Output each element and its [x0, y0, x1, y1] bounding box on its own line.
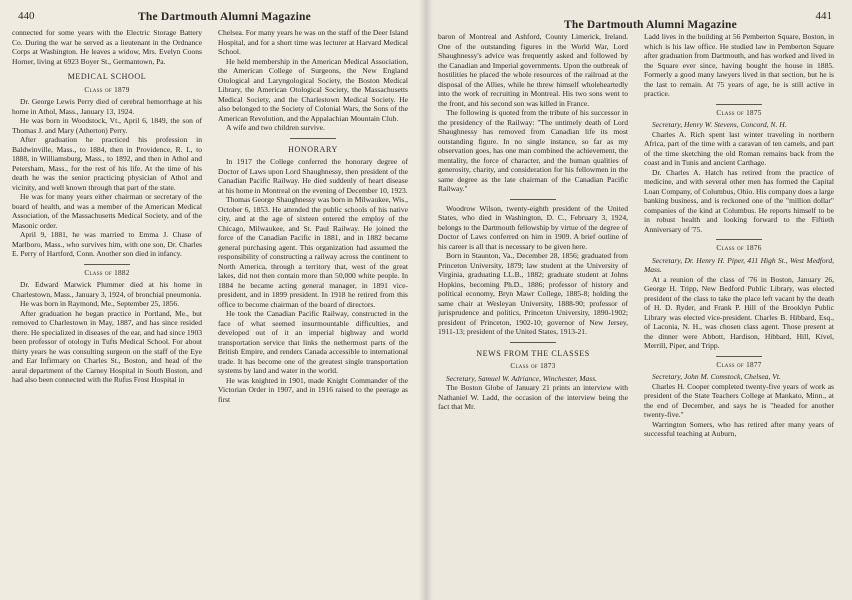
- class-heading-1875: Class of 1875: [716, 108, 762, 117]
- section-heading-news-from-classes: NEWS FROM THE CLASSES: [476, 348, 590, 358]
- paragraph: Woodrow Wilson, twenty-eighth president of the United States, who died in Washington, D. C., February 3, 1924, belongs to the Dartmouth fellowship by virtue of the degree of Doctor of Laws conferred on him in 1909. A brief outline of his career is all that is necessary to be given here.: [438, 203, 628, 251]
- divider: [510, 199, 556, 200]
- right-page: [426, 0, 852, 600]
- secretary-line: Secretary, Henry W. Stevens, Concord, N. H.: [652, 120, 787, 129]
- divider: [716, 104, 762, 105]
- paragraph: He held membership in the American Medical Association, the American College of Surgeons, the New England Otological and Laryngological Society, the Boston Medical Library, the American Otological Society, the Massachusetts Medical Society, and the Charlestown Medical Society. He also belonged to the Society of Colonial Wars, the Sons of the American Revolution, and the Appalachian Mountain Club.: [218, 56, 408, 123]
- running-head-left: The Dartmouth Alumni Magazine: [138, 11, 311, 23]
- divider: [84, 264, 130, 265]
- section-heading-honorary: HONORARY: [288, 144, 338, 154]
- paragraph: He was born in Woodstock, Vt., April 6, 1849, the son of Thomas J. and Mary (Atherton) Perry.: [12, 116, 202, 135]
- paragraph: He was for many years either chairman or secretary of the board of health, and was a member of the American Medical Association, of the Massachusetts Medical Society, and of the Masonic order.: [12, 192, 202, 230]
- running-head-right: The Dartmouth Alumni Magazine: [564, 19, 737, 31]
- right-page-columns: [438, 32, 842, 600]
- paragraph: connected for some years with the Electric Storage Battery Co. During the war he served as a lieutenant in the Ordnance Corps at Washington. He leaves a widow, Mrs. Evelyn Coons Horner, living at 6923 Boyer St., Germantown, Pa.: [12, 28, 202, 66]
- paragraph: In 1917 the College conferred the honorary degree of Doctor of Laws upon Lord Shaughnessy, then president of the Canadian Pacific Railway. He died suddenly of heart disease at his home in Montreal on the evening of December 10, 1923.: [218, 157, 408, 195]
- right-page-header: [438, 6, 840, 31]
- page-number-right: 441: [815, 10, 832, 22]
- right-column-2: [644, 32, 834, 439]
- paragraph: baron of Montreal and Ashford, County Limerick, Ireland. One of the outstanding figures in the World War, Lord Shaughnessy's advice was frequently asked and followed by the Canadian and Imperial governments. Upon the outbreak of hostilities he placed the whole resources of the railroad at the disposal of the Allies, while he threw himself wholeheartedly into the work of recruiting in Montreal. His two sons went to the front, and his second son was killed in France.: [438, 32, 628, 108]
- class-heading-1879: Class of 1879: [84, 85, 130, 94]
- paragraph: Dr. Edward Marwick Plummer died at his home in Charlestown, Mass., January 3, 1924, of bronchial pneumonia.: [12, 280, 202, 299]
- class-heading-1877: Class of 1877: [716, 360, 762, 369]
- page-gutter: [419, 0, 433, 600]
- secretary-line: Secretary, John M. Comstock, Chelsea, Vt.: [652, 372, 781, 381]
- section-heading-medical-school: MEDICAL SCHOOL: [67, 72, 147, 81]
- paragraph: He was born in Raymond, Me., September 25, 1856.: [20, 299, 180, 308]
- divider: [510, 342, 556, 343]
- paragraph: After graduation he practiced his profession in Baldwinville, Mass., to 1884, then in Providence, R. I., to 1888, in Williamsburg, Mass., to 1892, and then in Athol and Petersham, Mass., for the rest of his life. At the time of his death he was the senior practicing physician of Athol and vicinity, and well known through that part of the state.: [12, 135, 202, 192]
- paragraph: Ladd lives in the building at 56 Pemberton Square, Boston, in which is his law office. He studied law in Pemberton Square after graduation from Dartmouth, and has worked and lived in the Square ever since, having bought the house in 1885. Formerly a good many lawyers lived in that section, but he is the last to remain. At 75 years of age, he is still active in practice.: [644, 32, 834, 98]
- paragraph: After graduation he began practice in Portland, Me., but removed to Charlestown in May, 1887, and has since resided there. He specialized in diseases of the ear, and had since 1903 been professor of otology in Tufts Medical School. For about thirty years he was consulting surgeon on the staff of the Eye and Ear Infirmary on Charles St., Boston, and head of the aural department of the Carney Hospital in South Boston, and had also been connected with the Rufus Frost Hospital in: [12, 308, 202, 384]
- paragraph: The following is quoted from the tribute of his successor in the presidency of the Railway: "The untimely death of Lord Shaughnessy has removed from Canadian life its most outstanding figure. In no single instance, so far as my observation goes, has one man combined the achievement, the mentality, the force of character, and the human qualities of generosity, charity, and consideration for his fellowmen in the same degree as the late chairman of the Canadian Pacific Railway.": [438, 108, 628, 193]
- class-heading-1873: Class of 1873: [510, 362, 556, 370]
- right-column-1: [438, 32, 628, 412]
- paragraph: The Boston Globe of January 21 prints an interview with Nathaniel W. Ladd, the occasion of the interview being the fact that Mr.: [438, 383, 628, 411]
- left-column-2: [218, 28, 408, 404]
- left-page-columns: [12, 28, 416, 600]
- paragraph: Warrington Somers, who has retired after many years of successful teaching at Auburn,: [644, 419, 834, 438]
- divider: [716, 239, 762, 240]
- paragraph: April 9, 1881, he was married to Emma J. Chase of Marlboro, Mass., who survives him, with one son, Dr. Charles E. Perry of Hartford, Conn. Another son died in infancy.: [12, 230, 202, 258]
- left-page-header: [12, 6, 416, 28]
- secretary-line: Secretary, Samuel W. Adriance, Winchester, Mass.: [446, 373, 598, 383]
- paragraph: Dr. Charles A. Hatch has retired from the practice of medicine, and with several other men has formed the Capital Loan Company, of Columbus, Ohio. His company does a large banking business, and is reckoned one of the "million dollar" companies of the kind at Columbus. He reports himself to be in robust health and looking forward to the Fiftieth Anniversary of '75.: [644, 167, 834, 234]
- secretary-line: Secretary, Dr. Henry H. Piper, 411 High St., West Medford, Mass.: [644, 255, 834, 274]
- page-number-left: 440: [18, 10, 35, 22]
- class-heading-1876: Class of 1876: [716, 244, 762, 252]
- class-heading-1882: Class of 1882: [84, 268, 130, 277]
- paragraph: He was knighted in 1901, made Knight Commander of the Victorian Order in 1907, and in 1916 raised to the peerage as first: [218, 375, 408, 404]
- paragraph: Charles A. Rich spent last winter traveling in northern Africa, part of the time with a caravan of ten camels, and part of the time sketching the old Roman remains back from the coast and in Tunis and ancient Carthage.: [644, 129, 834, 167]
- paragraph: Chelsea. For many years he was on the staff of the Deer Island Hospital, and for a short time was lecturer at Harvard Medical School.: [218, 28, 408, 56]
- paragraph: Dr. George Lewis Perry died of cerebral hemorrhage at his home in Athol, Mass., January 13, 1924.: [12, 97, 202, 116]
- divider: [290, 138, 336, 139]
- left-column-1: [12, 28, 202, 385]
- paragraph: Charles H. Cooper completed twenty-five years of work as president of the State Teachers College at Mankato, Minn., at the end of December, and says he is "headed for another twenty-five.": [644, 381, 834, 419]
- paragraph: A wife and two children survive.: [226, 123, 325, 132]
- paragraph: At a reunion of the class of '76 in Boston, January 26, George H. Tripp, New Bedford Public Library, was elected president of the class to take the place left vacant by the death of H. D. Ryder, and Frank P. Hill of the Brooklyn Public Library was elected vice-president. Charles B. Hibbard, Esq., of Laconia, N. H., was chosen class agent. Those present at the dinner were Abbott, Hardison, Hibbard, Hill, Kivel, Merrill, Piper, and Tripp.: [644, 274, 834, 350]
- paragraph: He took the Canadian Pacific Railway, constructed in the face of what seemed insurmountable difficulties, and developed out of it an imperial highway and world transportation service that links the nethermost parts of the British Empire, and renders Canada accessible to international trade. It has become one of the greatest single transportation systems by land and water in the world.: [218, 309, 408, 375]
- divider: [716, 356, 762, 357]
- paragraph: Thomas George Shaughnessy was born in Milwaukee, Wis., October 6, 1853. He attended the public schools of his native city, and at the age of sixteen entered the employ of the Chicago, Milwaukee, and St. Paul Railway. He joined the force of the Canadian Pacific in 1881, and in 1882 became general purchasing agent. This organization had assumed the responsibility of constructing a railway across the continent to North America, through a territory that, west of the great lakes, did not then contain more than 50,000 white people. In 1884 he became acting general manager, in 1891 vice-president, and in 1899 president. In 1918 he retired from this office to become chairman of the board of directors.: [218, 195, 408, 309]
- paragraph: Born in Staunton, Va., December 28, 1856; graduated from Princeton University, 1879; law student at the University of Virginia, graduating LL.B., 1882; graduate student at Johns Hopkins, becoming Ph.D., 1886; professor of history and political economy, Bryn Mawr College, 1885-8; holding the same chair at Wesleyan University, 1888-90; professor of jurisprudence and politics, Princeton University, 1890-1902; president of Princeton, 1902-10; governor of New Jersey, 1911-13; president of the United States, 1913-21.: [438, 251, 628, 336]
